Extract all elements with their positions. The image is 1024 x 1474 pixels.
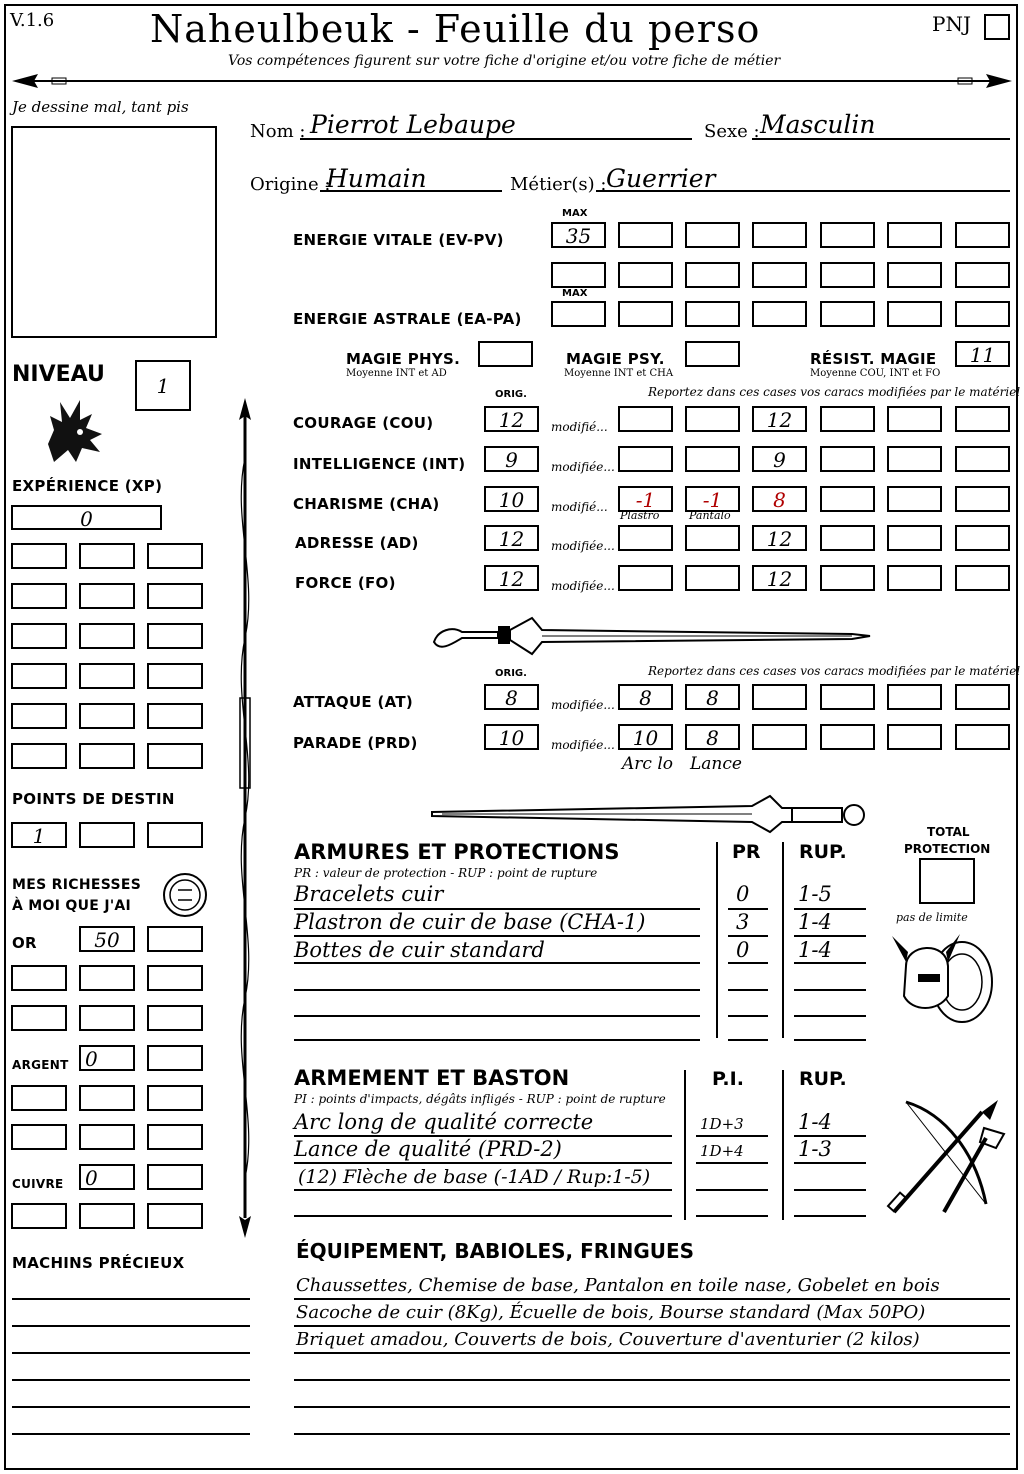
ev-label: ENERGIE VITALE (EV-PV) bbox=[293, 231, 504, 249]
combat-orig-label: ORIG. bbox=[495, 668, 527, 679]
job-value[interactable]: Guerrier bbox=[606, 164, 716, 193]
stat-mod-box[interactable]: -1 bbox=[618, 486, 673, 512]
equipment-line bbox=[294, 1379, 1010, 1381]
magic-phys-label: MAGIE PHYS. bbox=[346, 350, 461, 368]
gold-box[interactable] bbox=[147, 965, 203, 991]
silver-box[interactable] bbox=[147, 1085, 203, 1111]
armor-line bbox=[794, 962, 866, 964]
xp-box[interactable]: 0 bbox=[11, 505, 162, 530]
xp-cell[interactable] bbox=[147, 663, 203, 689]
stat-mod-box[interactable]: 12 bbox=[752, 565, 807, 591]
stat-mod-box[interactable] bbox=[887, 565, 942, 591]
dragon-head-icon bbox=[40, 392, 106, 464]
xp-cell[interactable] bbox=[11, 663, 67, 689]
stat-orig-box[interactable]: 9 bbox=[484, 446, 539, 472]
stat-mod-box[interactable] bbox=[685, 406, 740, 432]
magic-phys-box[interactable] bbox=[478, 341, 533, 367]
armor-pr-header: PR bbox=[732, 841, 761, 863]
stat-mod-box[interactable] bbox=[955, 486, 1010, 512]
silver-box[interactable] bbox=[79, 1085, 135, 1111]
destiny-box[interactable]: 1 bbox=[11, 822, 67, 848]
equipment-line-text[interactable]: Briquet amadou, Couverts de bois, Couverture d'aventurier (2 kilos) bbox=[296, 1329, 920, 1350]
xp-cell[interactable] bbox=[79, 703, 135, 729]
weapon-item-name[interactable]: Lance de qualité (PRD-2) bbox=[294, 1137, 562, 1161]
xp-cell[interactable] bbox=[79, 623, 135, 649]
gold-box[interactable]: 50 bbox=[79, 926, 135, 952]
stat-mod-box[interactable] bbox=[955, 446, 1010, 472]
destiny-box[interactable] bbox=[79, 822, 135, 848]
armor-item-name[interactable]: Bottes de cuir standard bbox=[294, 938, 545, 962]
xp-cell[interactable] bbox=[147, 583, 203, 609]
version-label: V.1.6 bbox=[10, 10, 55, 31]
no-limit-note: pas de limite bbox=[896, 911, 968, 924]
armor-line bbox=[728, 908, 768, 910]
armor-column-divider bbox=[716, 842, 718, 1038]
armor-column-divider bbox=[782, 842, 784, 1038]
attack-label: ATTAQUE (AT) bbox=[293, 693, 414, 711]
stats-orig-label: ORIG. bbox=[495, 389, 527, 400]
crossed-weapons-icon bbox=[886, 1094, 1006, 1218]
precious-line bbox=[12, 1379, 250, 1381]
armor-line bbox=[294, 908, 700, 910]
silver-box[interactable] bbox=[147, 1124, 203, 1150]
armor-line bbox=[794, 908, 866, 910]
weapon-line bbox=[696, 1189, 768, 1191]
equipment-line bbox=[294, 1298, 1010, 1300]
stat-mod-box[interactable] bbox=[820, 565, 875, 591]
stat-label: COURAGE (COU) bbox=[293, 414, 434, 432]
stat-mod-box[interactable]: -1 bbox=[685, 486, 740, 512]
silver-box[interactable]: 0 bbox=[79, 1045, 135, 1071]
weapon-line bbox=[294, 1215, 672, 1217]
sex-value[interactable]: Masculin bbox=[760, 110, 876, 139]
weapon-line bbox=[294, 1162, 672, 1164]
equipment-line bbox=[294, 1325, 1010, 1327]
armor-line bbox=[728, 935, 768, 937]
stat-mod-box[interactable]: 9 bbox=[752, 446, 807, 472]
attack-weapon-box[interactable] bbox=[752, 684, 807, 710]
stat-modified-label: modifié... bbox=[551, 420, 608, 434]
ev-track-box[interactable] bbox=[685, 262, 740, 288]
stat-mod-box[interactable] bbox=[685, 446, 740, 472]
equipment-line bbox=[294, 1433, 1010, 1435]
ev-track-box[interactable] bbox=[955, 222, 1010, 248]
weapon-line bbox=[696, 1135, 768, 1137]
stat-modified-label: modifiée... bbox=[551, 579, 615, 593]
weapon-item-pi[interactable]: 1D+3 bbox=[700, 1115, 744, 1133]
portrait-frame[interactable] bbox=[11, 126, 217, 338]
total-protection-box[interactable] bbox=[919, 858, 975, 904]
stat-mod-box[interactable] bbox=[887, 525, 942, 551]
ev-track-box[interactable] bbox=[618, 262, 673, 288]
job-line bbox=[596, 190, 1010, 192]
precious-line bbox=[12, 1433, 250, 1435]
combat-modified-label: modifiée... bbox=[551, 738, 615, 752]
sword-icon bbox=[432, 612, 872, 658]
copper-box[interactable] bbox=[147, 1164, 203, 1190]
ev-track-box[interactable] bbox=[887, 262, 942, 288]
stat-mod-box[interactable] bbox=[955, 565, 1010, 591]
weapon-column-label: Lance bbox=[690, 754, 742, 774]
xp-cell[interactable] bbox=[11, 583, 67, 609]
attack-weapon-box[interactable]: 8 bbox=[618, 684, 673, 710]
xp-label: EXPÉRIENCE (XP) bbox=[12, 477, 163, 495]
precious-label: MACHINS PRÉCIEUX bbox=[12, 1254, 185, 1272]
attack-weapon-box[interactable]: 8 bbox=[685, 684, 740, 710]
parry-weapon-box[interactable] bbox=[752, 724, 807, 750]
ev-max-label: MAX bbox=[562, 208, 588, 219]
parry-weapon-box[interactable] bbox=[955, 724, 1010, 750]
gold-box[interactable] bbox=[79, 965, 135, 991]
ev-track-box[interactable] bbox=[955, 262, 1010, 288]
name-label: Nom : bbox=[250, 121, 306, 142]
armor-line bbox=[294, 1039, 700, 1041]
weapons-rup-header: RUP. bbox=[799, 1068, 847, 1090]
equipment-title: ÉQUIPEMENT, BABIOLES, FRINGUES bbox=[296, 1239, 695, 1263]
attack-weapon-box[interactable] bbox=[820, 684, 875, 710]
silver-label: ARGENT bbox=[12, 1058, 69, 1072]
attack-orig-box[interactable]: 8 bbox=[484, 684, 539, 710]
xp-cell[interactable] bbox=[79, 583, 135, 609]
equipment-line bbox=[294, 1406, 1010, 1408]
armor-item-rup[interactable]: 1-4 bbox=[798, 910, 832, 934]
armor-line bbox=[294, 1015, 700, 1017]
armor-line bbox=[728, 1039, 768, 1041]
combat-modified-label: modifiée... bbox=[551, 698, 615, 712]
name-value[interactable]: Pierrot Lebaupe bbox=[310, 110, 516, 139]
resist-magic-label: RÉSIST. MAGIE bbox=[810, 350, 937, 368]
weapons-column-divider bbox=[684, 1070, 686, 1220]
stat-mod-box[interactable] bbox=[618, 446, 673, 472]
stat-mod-box[interactable] bbox=[685, 565, 740, 591]
xp-cell[interactable] bbox=[147, 703, 203, 729]
ev-track-box[interactable] bbox=[887, 222, 942, 248]
precious-line bbox=[12, 1406, 250, 1408]
combat-report-note: Reportez dans ces cases vos caracs modifiées par le matériel bbox=[648, 664, 1021, 678]
level-label: NIVEAU bbox=[12, 362, 105, 387]
weapon-item-rup[interactable]: 1-3 bbox=[798, 1137, 832, 1161]
copper-box[interactable] bbox=[147, 1203, 203, 1229]
magic-psy-box[interactable] bbox=[685, 341, 740, 367]
equipment-line-text[interactable]: Chaussettes, Chemise de base, Pantalon en toile nase, Gobelet en bois bbox=[296, 1275, 940, 1296]
weapons-note: PI : points d'impacts, dégâts infligés - RUP : point de rupture bbox=[294, 1092, 666, 1106]
weapon-line bbox=[696, 1215, 768, 1217]
armor-item-name[interactable]: Plastron de cuir de base (CHA-1) bbox=[294, 910, 646, 934]
armor-item-pr[interactable]: 0 bbox=[736, 882, 750, 906]
stat-mod-box[interactable]: 12 bbox=[752, 525, 807, 551]
xp-cell[interactable] bbox=[79, 543, 135, 569]
gold-box[interactable] bbox=[11, 1005, 67, 1031]
ea-track-box[interactable] bbox=[820, 301, 875, 327]
armor-item-pr[interactable]: 0 bbox=[736, 938, 750, 962]
weapon-column-label: Arc lo bbox=[622, 754, 673, 774]
armor-line bbox=[728, 962, 768, 964]
armor-note: PR : valeur de protection - RUP : point de rupture bbox=[294, 866, 598, 880]
precious-line bbox=[12, 1298, 250, 1300]
ea-track-box[interactable] bbox=[752, 301, 807, 327]
parry-weapon-box[interactable] bbox=[887, 724, 942, 750]
gold-box[interactable] bbox=[79, 1005, 135, 1031]
stat-label: CHARISME (CHA) bbox=[293, 495, 440, 513]
stat-modified-label: modifiée... bbox=[551, 460, 615, 474]
ea-track-box[interactable] bbox=[618, 301, 673, 327]
ev-track-box[interactable] bbox=[551, 262, 606, 288]
armor-item-rup[interactable]: 1-5 bbox=[798, 882, 832, 906]
resist-magic-box[interactable]: 11 bbox=[955, 341, 1010, 367]
armor-item-name[interactable]: Bracelets cuir bbox=[294, 882, 444, 906]
stat-orig-box[interactable]: 12 bbox=[484, 565, 539, 591]
silver-box[interactable] bbox=[147, 1045, 203, 1071]
header-spear-divider bbox=[12, 70, 1012, 92]
stat-mod-box[interactable] bbox=[820, 406, 875, 432]
armor-line bbox=[794, 1039, 866, 1041]
ev-track-box[interactable] bbox=[752, 262, 807, 288]
wealth-label-line1: MES RICHESSES bbox=[12, 877, 142, 893]
xp-cell[interactable] bbox=[11, 623, 67, 649]
stat-mod-box[interactable]: 8 bbox=[752, 486, 807, 512]
ea-max-label: MAX bbox=[562, 288, 588, 299]
stat-modified-label: modifié... bbox=[551, 500, 608, 514]
ea-track-box[interactable] bbox=[955, 301, 1010, 327]
job-label: Métier(s) : bbox=[510, 174, 607, 195]
armor-title: ARMURES ET PROTECTIONS bbox=[294, 840, 620, 864]
stat-mod-box[interactable] bbox=[618, 565, 673, 591]
equipment-line-text[interactable]: Sacoche de cuir (8Kg), Écuelle de bois, Bourse standard (Max 50PO) bbox=[296, 1302, 926, 1323]
stat-mod-box[interactable] bbox=[820, 446, 875, 472]
stat-mod-box[interactable] bbox=[685, 525, 740, 551]
pnj-checkbox[interactable] bbox=[984, 14, 1010, 40]
total-protection-label-line2: PROTECTION bbox=[904, 842, 991, 856]
sex-line bbox=[752, 138, 1010, 140]
precious-line bbox=[12, 1325, 250, 1327]
ea-track-box[interactable] bbox=[887, 301, 942, 327]
attack-weapon-box[interactable] bbox=[887, 684, 942, 710]
destiny-label: POINTS DE DESTIN bbox=[12, 790, 175, 808]
armor-line bbox=[794, 1015, 866, 1017]
parry-weapon-box[interactable]: 10 bbox=[618, 724, 673, 750]
weapons-column-divider bbox=[782, 1070, 784, 1220]
origin-value[interactable]: Humain bbox=[326, 164, 427, 193]
stat-label: ADRESSE (AD) bbox=[295, 534, 419, 552]
parry-orig-box[interactable]: 10 bbox=[484, 724, 539, 750]
stat-orig-box[interactable]: 12 bbox=[484, 406, 539, 432]
ev-track-box[interactable] bbox=[752, 222, 807, 248]
wealth-label-line2: À MOI QUE J'AI bbox=[12, 898, 132, 914]
precious-line bbox=[12, 1352, 250, 1354]
weapon-line bbox=[294, 1189, 672, 1191]
xp-cell[interactable] bbox=[147, 623, 203, 649]
ev-track-box[interactable] bbox=[618, 222, 673, 248]
armor-line bbox=[294, 962, 700, 964]
coin-icon bbox=[162, 872, 208, 918]
armor-line bbox=[294, 935, 700, 937]
weapon-line bbox=[294, 1135, 672, 1137]
spear-divider-icon bbox=[228, 398, 262, 1238]
weapon-item-pi[interactable]: 1D+4 bbox=[700, 1142, 744, 1160]
destiny-box[interactable] bbox=[147, 822, 203, 848]
resist-magic-note: Moyenne COU, INT et FO bbox=[810, 368, 941, 379]
sword-icon bbox=[432, 792, 872, 838]
gold-box[interactable] bbox=[147, 926, 203, 952]
page-title: Naheulbeuk - Feuille du perso bbox=[150, 7, 761, 51]
stat-modified-label: modifiée... bbox=[551, 539, 615, 553]
stat-mod-box[interactable] bbox=[887, 406, 942, 432]
weapons-title: ARMEMENT ET BASTON bbox=[294, 1066, 570, 1090]
stat-mod-box[interactable]: 12 bbox=[752, 406, 807, 432]
stat-mod-box[interactable] bbox=[887, 486, 942, 512]
silver-box[interactable] bbox=[11, 1085, 67, 1111]
stat-mod-box[interactable] bbox=[618, 406, 673, 432]
copper-box[interactable]: 0 bbox=[79, 1164, 135, 1190]
stat-orig-box[interactable]: 12 bbox=[484, 525, 539, 551]
stat-orig-box[interactable]: 10 bbox=[484, 486, 539, 512]
xp-cell[interactable] bbox=[11, 743, 67, 769]
weapon-line bbox=[794, 1162, 866, 1164]
armor-line bbox=[794, 935, 866, 937]
sex-label: Sexe : bbox=[704, 121, 760, 142]
ea-label: ENERGIE ASTRALE (EA-PA) bbox=[293, 310, 522, 328]
xp-cell[interactable] bbox=[79, 663, 135, 689]
helmet-shield-icon bbox=[890, 926, 998, 1028]
armor-line bbox=[294, 989, 700, 991]
ev-track-box[interactable] bbox=[685, 222, 740, 248]
xp-cell[interactable] bbox=[11, 543, 67, 569]
armor-line bbox=[728, 989, 768, 991]
parry-weapon-box[interactable]: 8 bbox=[685, 724, 740, 750]
weapons-pi-header: P.I. bbox=[712, 1068, 744, 1090]
gold-label: OR bbox=[12, 934, 37, 952]
ev-track-box[interactable] bbox=[820, 262, 875, 288]
parry-label: PARADE (PRD) bbox=[293, 734, 418, 752]
magic-psy-label: MAGIE PSY. bbox=[566, 350, 665, 368]
copper-label: CUIVRE bbox=[12, 1177, 64, 1191]
armor-line bbox=[794, 989, 866, 991]
origin-line bbox=[320, 190, 502, 192]
weapon-line bbox=[696, 1162, 768, 1164]
page-subtitle: Vos compétences figurent sur votre fiche d'origine et/ou votre fiche de métier bbox=[228, 53, 781, 69]
magic-psy-note: Moyenne INT et CHA bbox=[564, 368, 674, 379]
silver-box[interactable] bbox=[79, 1124, 135, 1150]
equipment-line bbox=[294, 1352, 1010, 1354]
stat-label: INTELLIGENCE (INT) bbox=[293, 455, 466, 473]
magic-phys-note: Moyenne INT et AD bbox=[346, 368, 447, 379]
stat-mod-box[interactable] bbox=[820, 486, 875, 512]
gold-box[interactable] bbox=[11, 965, 67, 991]
gold-box[interactable] bbox=[147, 1005, 203, 1031]
armor-item-rup[interactable]: 1-4 bbox=[798, 938, 832, 962]
weapon-item-name[interactable]: (12) Flèche de base (-1AD / Rup:1-5) bbox=[298, 1166, 651, 1188]
xp-cell[interactable] bbox=[79, 743, 135, 769]
stat-mod-box[interactable] bbox=[955, 406, 1010, 432]
armor-rup-header: RUP. bbox=[799, 841, 847, 863]
armor-item-pr[interactable]: 3 bbox=[736, 910, 750, 934]
xp-cell[interactable] bbox=[147, 543, 203, 569]
xp-cell[interactable] bbox=[147, 743, 203, 769]
weapon-item-rup[interactable]: 1-4 bbox=[798, 1110, 832, 1134]
copper-box[interactable] bbox=[79, 1203, 135, 1229]
stat-label: FORCE (FO) bbox=[295, 574, 396, 592]
weapon-line bbox=[794, 1215, 866, 1217]
stat-mod-box[interactable] bbox=[887, 446, 942, 472]
total-protection-label-line1: TOTAL bbox=[927, 825, 970, 839]
weapon-line bbox=[794, 1135, 866, 1137]
origin-label: Origine : bbox=[250, 174, 331, 195]
stats-report-note: Reportez dans ces cases vos caracs modifiées par le matériel bbox=[648, 385, 1021, 399]
silver-box[interactable] bbox=[11, 1124, 67, 1150]
pnj-label: PNJ bbox=[932, 12, 971, 36]
stat-mod-box[interactable] bbox=[820, 525, 875, 551]
ev-track-box[interactable] bbox=[820, 222, 875, 248]
xp-cell[interactable] bbox=[11, 703, 67, 729]
attack-weapon-box[interactable] bbox=[955, 684, 1010, 710]
ev-max-box[interactable]: 35 bbox=[551, 222, 606, 248]
weapon-line bbox=[794, 1189, 866, 1191]
modifier-source-note: Plastro bbox=[620, 509, 660, 522]
name-line bbox=[300, 138, 692, 140]
ea-max-box[interactable] bbox=[551, 301, 606, 327]
parry-weapon-box[interactable] bbox=[820, 724, 875, 750]
armor-line bbox=[728, 1015, 768, 1017]
weapon-item-name[interactable]: Arc long de qualité correcte bbox=[294, 1110, 594, 1134]
portrait-caption: Je dessine mal, tant pis bbox=[12, 98, 189, 116]
level-box[interactable]: 1 bbox=[135, 360, 191, 411]
modifier-source-note: Pantalo bbox=[689, 509, 731, 522]
copper-box[interactable] bbox=[11, 1203, 67, 1229]
stat-mod-box[interactable] bbox=[955, 525, 1010, 551]
ea-track-box[interactable] bbox=[685, 301, 740, 327]
stat-mod-box[interactable] bbox=[618, 525, 673, 551]
